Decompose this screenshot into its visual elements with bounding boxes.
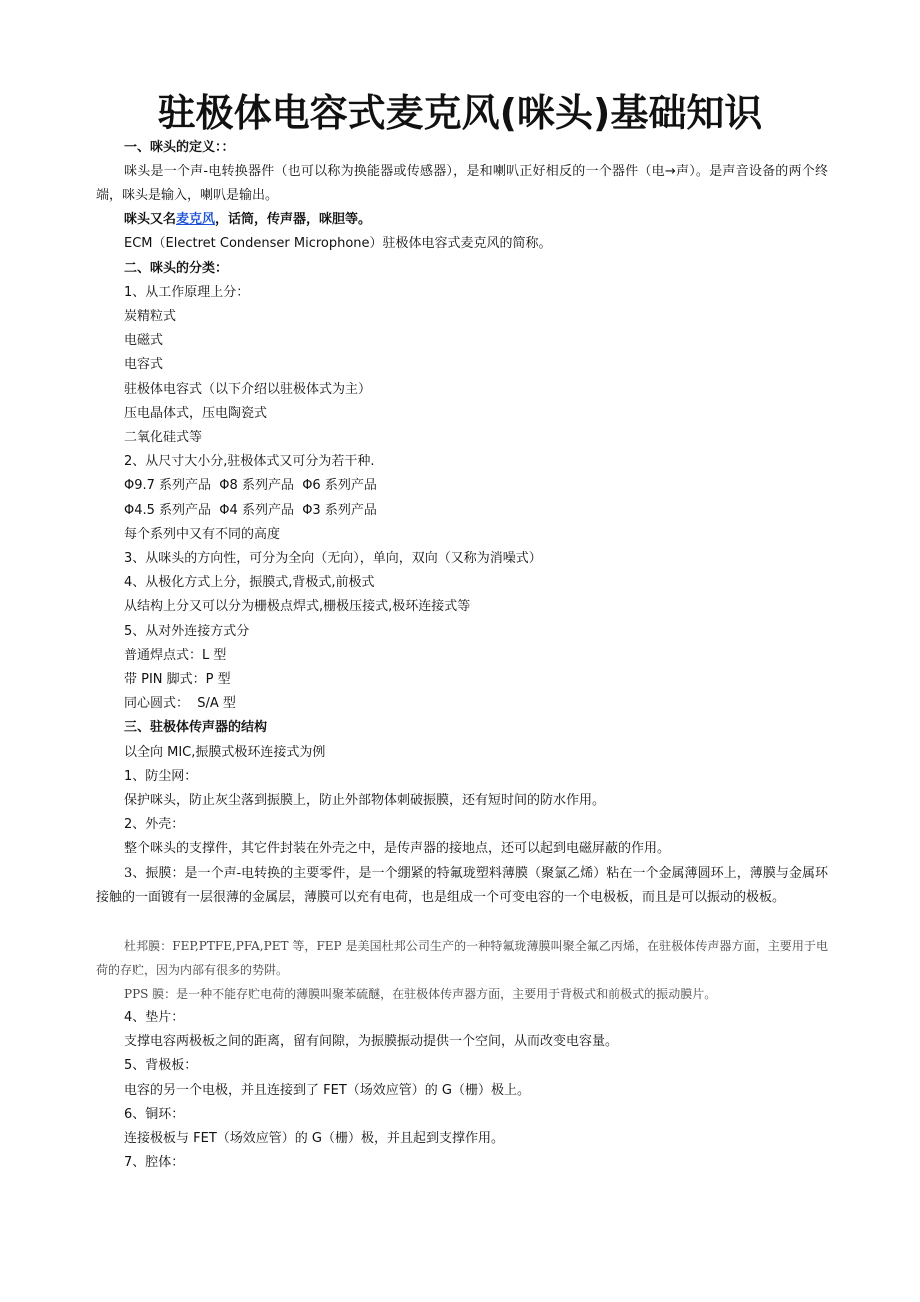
part-5-title: 5、背极板： bbox=[124, 1058, 198, 1074]
part-2-text: 整个咪头的支撑件，其它件封装在外壳之中，是传声器的接地点，还可以起到电磁屏蔽的作用。 bbox=[124, 841, 671, 857]
class-5-item: 带 PIN 脚式：P 型 bbox=[124, 672, 231, 688]
class-1-item: 二氧化硅式等 bbox=[124, 430, 203, 446]
ecm-line: ECM（Electret Condenser Microphone）驻极体电容式麦克风的简称。 bbox=[124, 236, 552, 252]
part-4-text: 支撑电容两极板之间的距离，留有间隙，为振膜振动提供一个空间，从而改变电容量。 bbox=[124, 1034, 619, 1050]
class-4-note: 从结构上分又可以分为栅极点焊式,栅极压接式,极环连接式等 bbox=[124, 599, 471, 615]
part-7-title: 7、腔体： bbox=[124, 1155, 185, 1171]
microphone-link[interactable]: 麦克风 bbox=[176, 212, 216, 228]
class-2-note: 每个系列中又有不同的高度 bbox=[124, 526, 281, 542]
class-5-heading: 5、从对外连接方式分 bbox=[124, 623, 250, 639]
definition-paragraph: 咪头是一个声-电转换器件（也可以称为换能器或传感器），是和喇叭正好相反的一个器件（电→声）。是声音设备的两个终端，咪头是输入，喇叭是输出。 bbox=[96, 164, 828, 204]
part-2-title: 2、外壳： bbox=[124, 817, 185, 833]
class-4-line: 4、从极化方式上分，振膜式,背极式,前极式 bbox=[124, 575, 375, 591]
part-6-text: 连接极板与 FET（场效应管）的 G（栅）极，并且起到支撑作用。 bbox=[124, 1130, 504, 1146]
part-4-title: 4、垫片： bbox=[124, 1009, 185, 1025]
section-heading-classification: 二、咪头的分类： bbox=[124, 260, 229, 276]
class-1-item: 压电晶体式，压电陶瓷式 bbox=[124, 405, 268, 421]
part-3-paragraph: 3、振膜：是一个声-电转换的主要零件，是一个绷紧的特氟珑塑料薄膜（聚氯乙烯）粘在一个金属薄圆环上，薄膜与金属环接触的一面镀有一层很薄的金属层，薄膜可以充有电荷，也是组成一个可变电容的一个电极板，而且是可以振动的极板。 bbox=[96, 865, 828, 905]
document-body bbox=[96, 136, 828, 1175]
alias-line bbox=[124, 208, 828, 232]
part-6-title: 6、铜环： bbox=[124, 1106, 185, 1122]
class-1-item: 电容式 bbox=[124, 357, 164, 373]
structure-intro: 以全向 MIC,振膜式极环连接式为例 bbox=[124, 744, 326, 760]
class-2-row: Φ4.5 系列产品 Φ4 系列产品 Φ3 系列产品 bbox=[124, 502, 377, 518]
class-2-row: Φ9.7 系列产品 Φ8 系列产品 Φ6 系列产品 bbox=[124, 478, 377, 494]
class-1-item: 驻极体电容式（以下介绍以驻极体式为主） bbox=[124, 381, 372, 397]
alias-prefix: 咪头又名 bbox=[124, 212, 177, 228]
class-3-line: 3、从咪头的方向性，可分为全向（无向），单向，双向（又称为消噪式） bbox=[124, 551, 542, 567]
class-1-heading: 1、从工作原理上分： bbox=[124, 284, 250, 300]
dupont-film-paragraph: 杜邦膜：FEP,PTFE,PFA,PET 等，FEP 是美国杜邦公司生产的一种特氟珑薄膜叫聚全氟乙丙烯，在驻极体传声器方面，主要用于电荷的存贮，因为内部有很多的势阱。 bbox=[96, 938, 828, 977]
document-title: 驻极体电容式麦克风(咪头)基础知识 bbox=[157, 91, 763, 135]
class-2-heading: 2、从尺寸大小分,驻极体式又可分为若干种. bbox=[124, 454, 375, 470]
alias-suffix: ，话筒，传声器，咪胆等。 bbox=[215, 212, 372, 228]
section-heading-definition: 一、咪头的定义：： bbox=[124, 140, 235, 155]
part-1-text: 保护咪头，防止灰尘落到振膜上，防止外部物体刺破振膜，还有短时间的防水作用。 bbox=[124, 793, 606, 809]
class-5-item: 普通焊点式：L 型 bbox=[124, 647, 227, 663]
part-5-text: 电容的另一个电极，并且连接到了 FET（场效应管）的 G（栅）极上。 bbox=[124, 1082, 530, 1098]
class-5-item: 同心圆式： S/A 型 bbox=[124, 696, 236, 712]
part-1-title: 1、防尘网： bbox=[124, 768, 198, 784]
class-1-item: 炭精粒式 bbox=[124, 309, 177, 325]
section-heading-structure: 三、驻极体传声器的结构 bbox=[124, 720, 268, 736]
class-1-item: 电磁式 bbox=[124, 333, 164, 349]
pps-film-paragraph: PPS 膜：是一种不能存贮电荷的薄膜叫聚苯硫醚，在驻极体传声器方面，主要用于背极式和前极式的振动膜片。 bbox=[124, 986, 717, 1001]
